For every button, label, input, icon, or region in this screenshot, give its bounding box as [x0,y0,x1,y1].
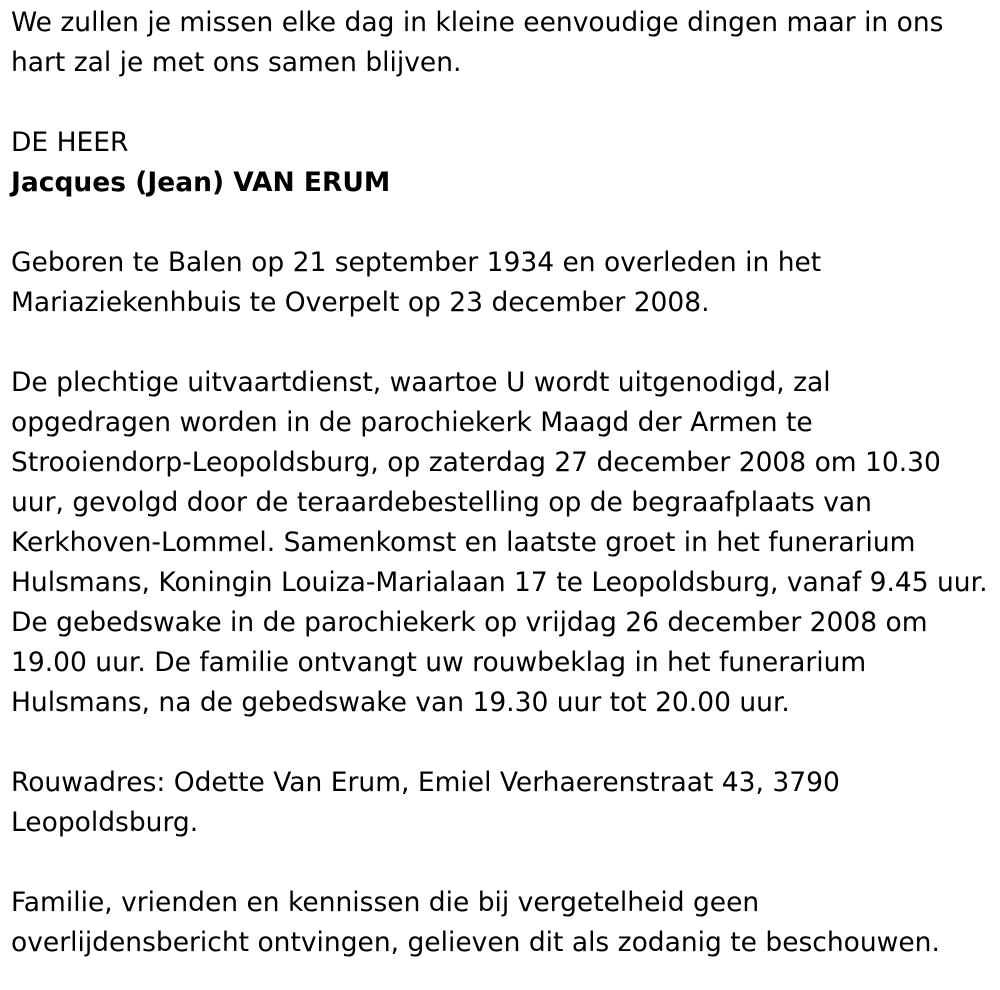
address-paragraph [11,763,985,843]
birth-death-line: Geboren te Balen op 21 september 1934 en overleden in het [11,247,822,278]
paragraph-gap [11,203,985,243]
intro-paragraph [11,3,985,83]
paragraph-gap [11,723,985,763]
service-line: Hulsmans, Koningin Louiza-Marialaan 17 te Leopoldsburg, vanaf 9.45 uur. [11,567,988,598]
intro-line: hart zal je met ons samen blijven. [11,47,462,78]
intro-line: We zullen je missen elke dag in kleine eenvoudige dingen maar in ons [11,7,944,38]
closing-paragraph [11,883,985,963]
service-line: Kerkhoven-Lommel. Samenkomst en laatste groet in het funerarium [11,527,916,558]
service-line: De plechtige uitvaartdienst, waartoe U wordt uitgenodigd, zal [11,367,831,398]
deceased-name: Jacques (Jean) VAN ERUM [11,167,391,198]
birth-death-paragraph [11,243,985,323]
address-line: Leopoldsburg. [11,807,199,838]
address-line: Rouwadres: Odette Van Erum, Emiel Verhaerenstraat 43, 3790 [11,767,840,798]
service-line: Strooiendorp-Leopoldsburg, op zaterdag 27 december 2008 om 10.30 [11,447,941,478]
paragraph-gap [11,843,985,883]
service-line: uur, gevolgd door de teraardebestelling op de begraafplaats van [11,487,872,518]
service-paragraph [11,363,988,723]
paragraph-gap [11,323,985,363]
service-line: De gebedswake in de parochiekerk op vrijdag 26 december 2008 om [11,607,928,638]
paragraph-gap [11,83,985,123]
service-line: 19.00 uur. De familie ontvangt uw rouwbeklag in het funerarium [11,647,867,678]
service-line: Hulsmans, na de gebedswake van 19.30 uur tot 20.00 uur. [11,687,790,718]
birth-death-line: Mariaziekenhbuis te Overpelt op 23 december 2008. [11,287,710,318]
closing-line: overlijdensbericht ontvingen, gelieven dit als zodanig te beschouwen. [11,927,940,958]
service-line: opgedragen worden in de parochiekerk Maagd der Armen te [11,407,813,438]
closing-line: Familie, vrienden en kennissen die bij vergetelheid geen [11,887,760,918]
honorific-title: DE HEER [11,127,129,158]
